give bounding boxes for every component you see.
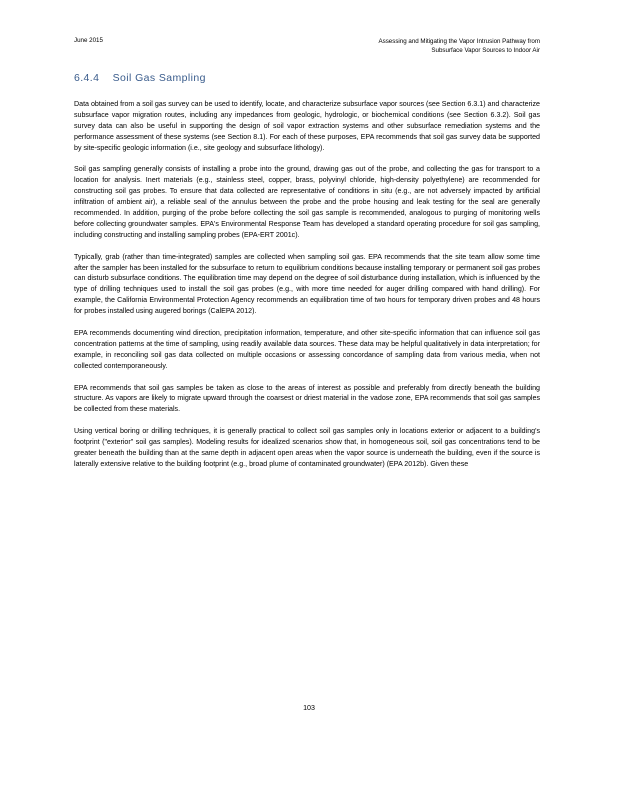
section-title-text: Soil Gas Sampling [112,72,206,84]
header-date: June 2015 [74,37,103,44]
header-title-line-1: Assessing and Mitigating the Vapor Intrusion Pathway from [378,38,540,45]
page-number: 103 [303,704,315,712]
header-document-title [290,37,540,55]
header-title-line-2: Subsurface Vapor Sources to Indoor Air [431,47,540,54]
paragraph-6: Using vertical boring or drilling techniques, it is generally practical to collect soil gas samples only in locations exterior or adjacent to a building's footprint ("exterior" soil gas samples). Modeling results for idealized scenarios show that, in homogeneous soil, soil gas concentrations tend to be greater beneath the building than at the same depth in adjacent open areas when the vapor source is underneath the building, even if the source is laterally extensive relative to the building footprint (e.g., broad plume of contaminated groundwater) (EPA 2012b). Given these [74,427,540,468]
section-number: 6.4.4 [74,72,100,84]
section-heading [74,72,206,84]
body-text [74,99,540,481]
paragraph-1: Data obtained from a soil gas survey can be used to identify, locate, and characterize subsurface vapor sources (see Section 6.3.1) and characterize subsurface vapor migration routes, including any impedances from geologic, hydrologic, or biochemical conditions (see Section 6.3.2). Soil gas survey data can also be useful in supporting the design of soil vapor extraction systems and other subsurface remediation systems and the performance assessment of these systems (see Section 8.1). For each of these purposes, EPA recommends that soil gas survey data be supported by site-specific geologic information (i.e., site geology and subsurface lithology). [74,100,540,152]
paragraph-4: EPA recommends documenting wind direction, precipitation information, temperature, and other site-specific information that can influence soil gas concentration patterns at the time of sampling, using readily available data sources. These data may be helpful qualitatively in data interpretation; for example, in reconciling soil gas data collected on multiple occasions or assessing concordance of sampling data from various media, when not collected contemporaneously. [74,328,540,370]
paragraph-5: EPA recommends that soil gas samples be taken as close to the areas of interest as possible and preferably from directly beneath the building structure. As vapors are likely to migrate upward through the coarsest or driest material in the vadose zone, EPA recommends that soil gas samples be collected from these materials. [74,383,540,414]
paragraph-2: Soil gas sampling generally consists of installing a probe into the ground, drawing gas out of the probe, and collecting the gas for transport to a location for analysis. Inert materials (e.g., stainless steel, copper, brass, polyvinyl chloride, high-density polyethylene) are recommended for constructing soil gas probes. To ensure that data collected are representative of conditions in situ (e.g., are not adversely impacted by artificial infiltration of ambient air), a reliable seal of the annulus between the probe and the probe housing and leak testing for the seal are generally recommended. In addition, purging of the probe before collecting the soil gas sample is recommended, analogous to purging of monitoring wells before collecting groundwater samples. EPA's Environmental Response Team has developed a standard operating procedure for soil gas sampling, including constructing and installing sampling probes (EPA-ERT 2001c). [74,165,540,239]
paragraph-3: Typically, grab (rather than time-integrated) samples are collected when sampling soil gas. EPA recommends that the site team allow some time after the sampler has been installed for the subsurface to return to equilibrium conditions because installing temporary or permanent soil gas probes can disturb subsurface conditions. The equilibration time may depend on the degree of soil disturbance during installation, which is influenced by the type of drilling techniques used to install the soil gas probes (e.g., with more time needed for auger drilling compared with hand drilling). For example, the California Environmental Protection Agency recommends an equilibration time of two hours for temporary driven probes and 48 hours for probes installed using augered borings (CalEPA 2012). [74,252,540,316]
